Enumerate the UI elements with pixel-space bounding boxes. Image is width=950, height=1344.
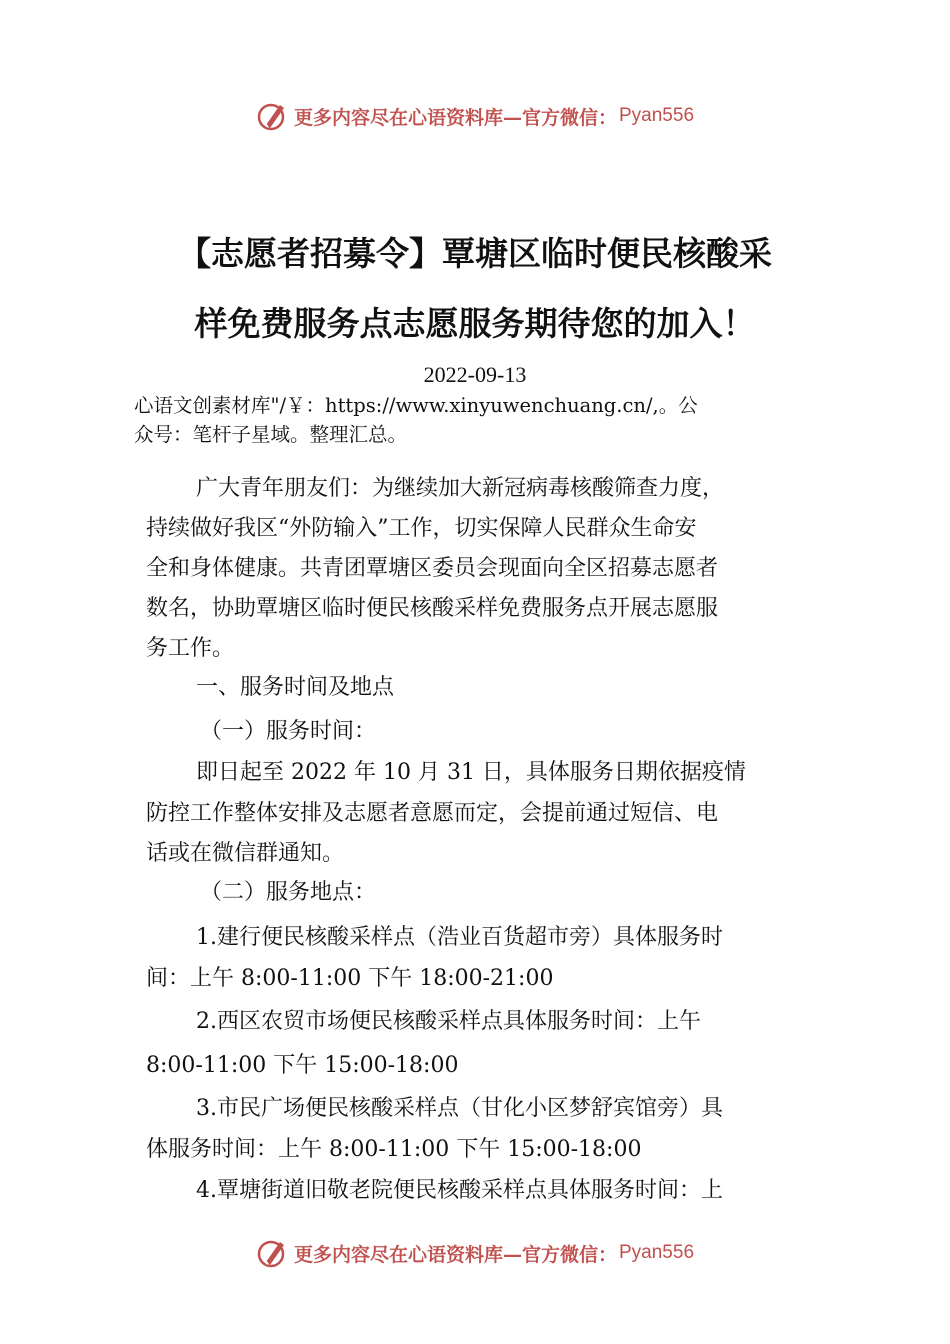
subsection-heading: （一）服务时间： <box>200 719 377 744</box>
list-item: 1.建行便民核酸采样点（浩业百货超市旁）具体服务时 <box>196 925 723 950</box>
pen-nib-logo-icon <box>256 1236 290 1270</box>
body-line: 即日起至 2022 年 10 月 31 日，具体服务日期依据疫情 <box>196 760 746 785</box>
source-line-2: 众号：笔杆子星域。整理汇总。 <box>134 423 408 446</box>
body-line: 全和身体健康。共青团覃塘区委员会现面向全区招募志愿者 <box>146 556 719 581</box>
list-item: 4.覃塘街道旧敬老院便民核酸采样点具体服务时间：上 <box>196 1178 723 1203</box>
subsection-heading: （二）服务地点： <box>200 880 377 905</box>
banner-wechat-id: Pyan556 <box>619 1242 695 1263</box>
banner-text: 更多内容尽在心语资料库—官方微信： <box>293 106 617 129</box>
list-item-continued: 8:00-11:00 下午 15:00-18:00 <box>146 1053 459 1078</box>
publish-date: 2022-09-13 <box>423 362 527 387</box>
pen-nib-logo-icon <box>256 99 290 133</box>
list-item: 3.市民广场便民核酸采样点（甘化小区梦舒宾馆旁）具 <box>196 1096 723 1121</box>
banner-text: 更多内容尽在心语资料库—官方微信： <box>293 1243 617 1266</box>
article-title-line-1: 【志愿者招募令】覃塘区临时便民核酸采 <box>178 234 772 273</box>
list-item-continued: 间：上午 8:00-11:00 下午 18:00-21:00 <box>146 966 554 991</box>
body-line: 话或在微信群通知。 <box>146 841 345 866</box>
footer-banner <box>0 1233 950 1273</box>
section-heading: 一、服务时间及地点 <box>196 675 395 700</box>
body-line: 广大青年朋友们：为继续加大新冠病毒核酸筛查力度， <box>196 476 725 501</box>
list-item: 2.西区农贸市场便民核酸采样点具体服务时间：上午 <box>196 1009 701 1034</box>
article-title-line-2: 样免费服务点志愿服务期待您的加入！ <box>194 304 756 343</box>
banner-wechat-id: Pyan556 <box>619 105 695 126</box>
header-banner <box>0 96 950 136</box>
body-line: 持续做好我区“外防输入”工作，切实保障人民群众生命安 <box>146 516 697 541</box>
body-line: 务工作。 <box>146 636 235 661</box>
body-line: 防控工作整体安排及志愿者意愿而定，会提前通过短信、电 <box>146 801 719 826</box>
list-item-continued: 体服务时间：上午 8:00-11:00 下午 15:00-18:00 <box>146 1137 642 1162</box>
source-line-1: 心语文创素材库"/￥：https://www.xinyuwenchuang.cn/,。公 <box>134 394 698 417</box>
body-line: 数名，协助覃塘区临时便民核酸采样免费服务点开展志愿服 <box>146 596 719 621</box>
